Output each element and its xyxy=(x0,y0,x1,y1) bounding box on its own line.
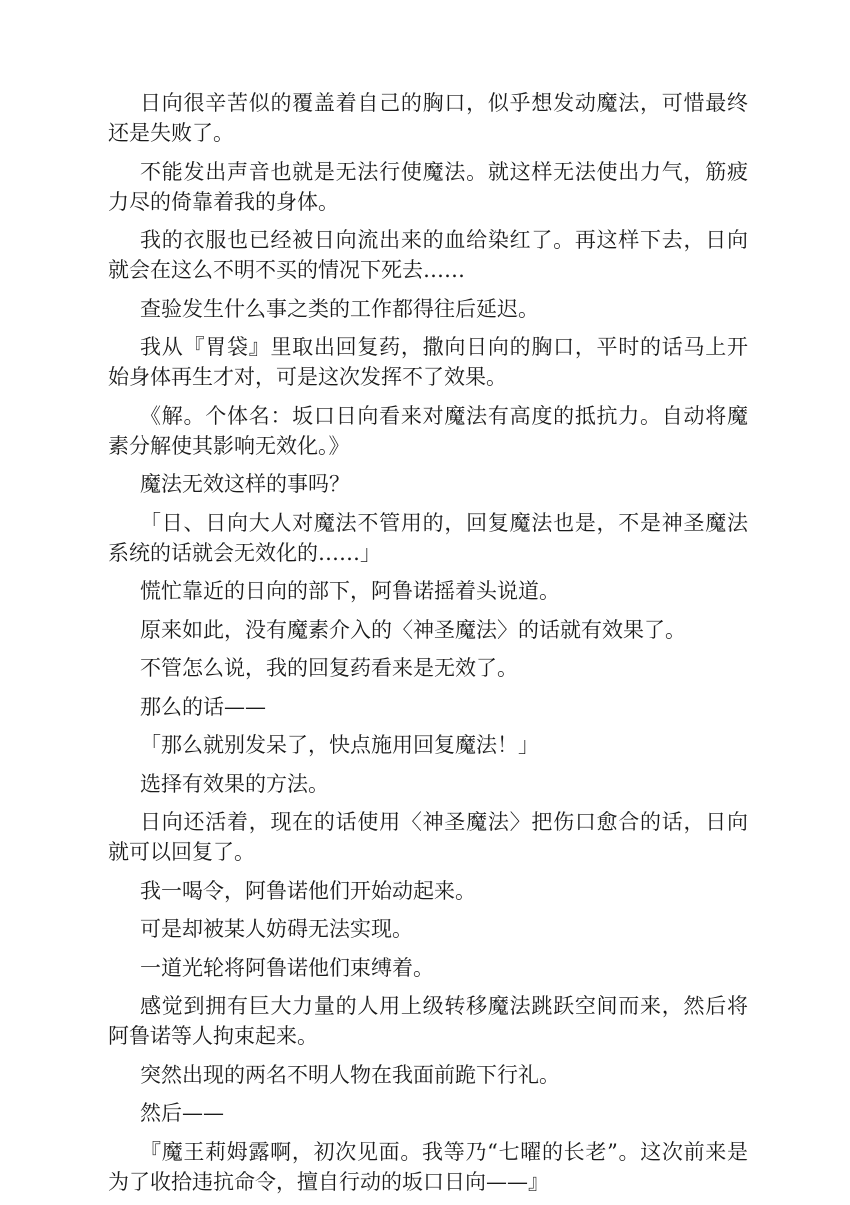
paragraph: 慌忙靠近的日向的部下，阿鲁诺摇着头说道。 xyxy=(140,579,560,603)
paragraph: 那么的话—— xyxy=(140,694,266,719)
paragraph: 选择有效果的方法。 xyxy=(140,771,329,796)
paragraph: 不管怎么说，我的回复药看来是无效了。 xyxy=(140,656,518,680)
paragraph: 日向很辛苦似的覆盖着自己的胸口，似乎想发动魔法，可惜最终还是失败了。 xyxy=(108,91,748,145)
paragraph: 『魔王莉姆露啊，初次见面。我等乃“七曜的长老”。这次前来是为了收拾违抗命令，擅自行动的坂口日向——』 xyxy=(108,1139,748,1194)
paragraph: 日向还活着，现在的话使用〈神圣魔法〉把伤口愈合的话，日向就可以回复了。 xyxy=(108,810,748,864)
paragraph: 「那么就别发呆了，快点施用回复魔法！」 xyxy=(140,733,539,757)
paragraph: 我一喝令，阿鲁诺他们开始动起来。 xyxy=(140,878,476,903)
text-body xyxy=(108,88,748,1205)
paragraph: 突然出现的两名不明人物在我面前跪下行礼。 xyxy=(140,1062,560,1087)
paragraph: 《解。个体名：坂口日向看来对魔法有高度的抵抗力。自动将魔素分解使其影响无效化。》 xyxy=(108,403,748,458)
paragraph: 原来如此，没有魔素介入的〈神圣魔法〉的话就有效果了。 xyxy=(140,617,686,642)
paragraph: 查验发生什么事之类的工作都得往后延迟。 xyxy=(140,296,539,321)
paragraph: 我的衣服也已经被日向流出来的血给染红了。再这样下去，日向就会在这么不明不买的情况下死去…… xyxy=(108,228,748,282)
paragraph: 然后—— xyxy=(140,1101,224,1125)
paragraph: 魔法无效这样的事吗？ xyxy=(140,472,350,496)
paragraph: 「日、日向大人对魔法不管用的，回复魔法也是，不是神圣魔法系统的话就会无效化的……」 xyxy=(108,510,748,565)
paragraph: 我从『胃袋』里取出回复药，撒向日向的胸口，平时的话马上开始身体再生才对，可是这次发挥不了效果。 xyxy=(108,335,748,389)
paragraph: 一道光轮将阿鲁诺他们束缚着。 xyxy=(140,955,434,980)
paragraph: 可是却被某人妨碍无法实现。 xyxy=(140,917,413,941)
paragraph: 不能发出声音也就是无法行使魔法。就这样无法使出力气，筋疲力尽的倚靠着我的身体。 xyxy=(108,159,748,214)
paragraph: 感觉到拥有巨大力量的人用上级转移魔法跳跃空间而来，然后将阿鲁诺等人拘束起来。 xyxy=(108,994,748,1048)
